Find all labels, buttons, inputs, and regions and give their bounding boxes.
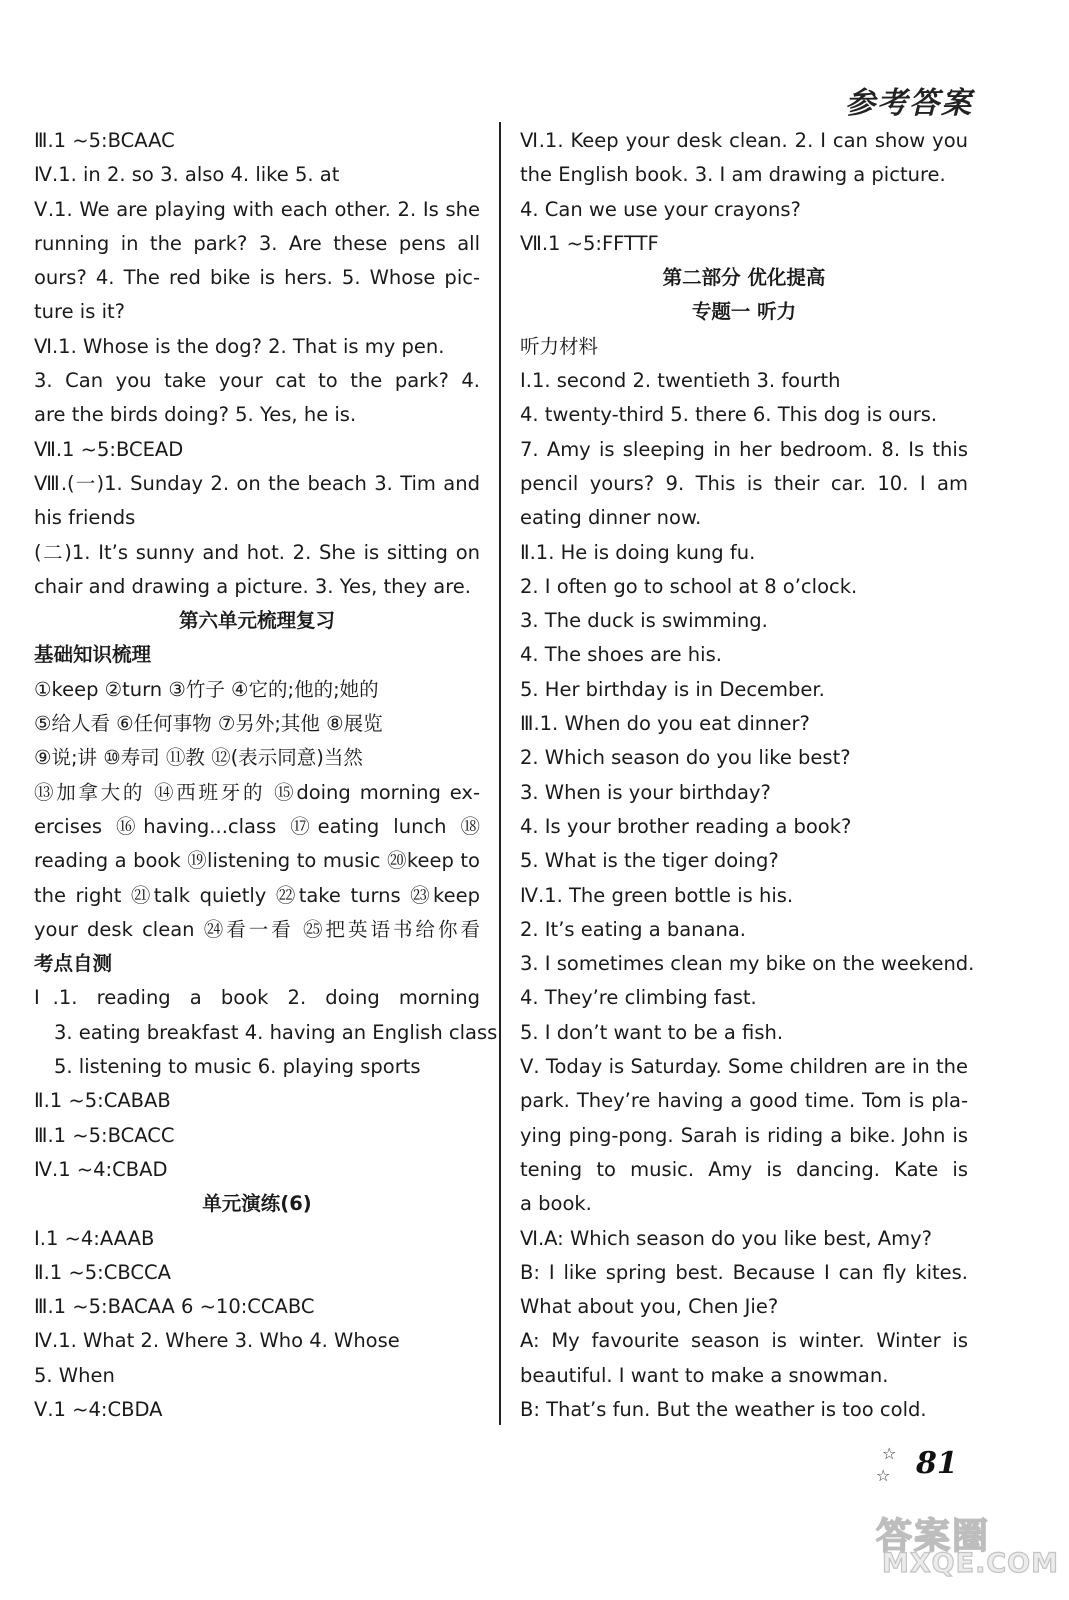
- text-line: A: My favourite season is winter. Winter is: [520, 1329, 968, 1353]
- text-line: 5. Her birthday is in December.: [520, 677, 825, 701]
- text-line: reading a book ⑲listening to music ⑳keep to: [34, 849, 480, 873]
- text-line: Ⅱ.1 ~5:CABAB: [34, 1089, 171, 1113]
- text-line: a book.: [520, 1192, 592, 1216]
- text-line: 3. Can you take your cat to the park? 4.: [34, 369, 480, 393]
- text-line: tening to music. Amy is dancing. Kate is: [520, 1157, 968, 1181]
- watermark-url: MXQE.COM: [882, 1548, 1059, 1579]
- text-line: Ⅲ.1 ~5:BCAAC: [34, 129, 175, 152]
- text-line: are the birds doing? 5. Yes, he is.: [34, 403, 357, 427]
- text-line: 3. I sometimes clean my bike on the weekend.: [520, 952, 975, 976]
- text-line: (二)1. It’s sunny and hot. 2. She is sitting on: [34, 540, 480, 564]
- text-line: 7. Amy is sleeping in her bedroom. 8. Is this: [520, 437, 968, 461]
- text-line: 2. Which season do you like best?: [520, 746, 851, 770]
- text-line: 4. Can we use your crayons?: [520, 197, 801, 221]
- text-line: 专题一 听力: [691, 300, 797, 324]
- text-line: Ⅵ.1. Keep your desk clean. 2. I can show you: [520, 129, 968, 152]
- text-line: ⑤给人看 ⑥任何事物 ⑦另外;其他 ⑧展览: [34, 712, 383, 736]
- text-line: his friends: [34, 506, 136, 530]
- text-line: ⑨说;讲 ⑩寿司 ⑪教 ⑫(表示同意)当然: [34, 746, 363, 770]
- text-line: the English book. 3. I am drawing a picture.: [520, 163, 946, 187]
- text-line: Ⅴ.1. We are playing with each other. 2. Is she: [34, 197, 480, 221]
- text-line: running in the park? 3. Are these pens all: [34, 231, 480, 255]
- text-line: Ⅲ.1. When do you eat dinner?: [520, 712, 810, 736]
- text-line: Ⅱ.1. He is doing kung fu.: [520, 540, 756, 564]
- text-line: Ⅳ.1. The green bottle is his.: [520, 883, 794, 907]
- text-line: pencil yours? 9. This is their car. 10. I am: [520, 471, 968, 495]
- text-line: beautiful. I want to make a snowman.: [520, 1363, 889, 1387]
- text-line: Ⅳ.1. in 2. so 3. also 4. like 5. at: [34, 163, 340, 187]
- text-line: Ⅵ.A: Which season do you like best, Amy?: [520, 1226, 933, 1250]
- text-line: 第二部分 优化提高: [662, 266, 826, 290]
- text-line: B: That’s fun. But the weather is too cold.: [520, 1397, 927, 1421]
- text-line: Ⅵ.1. Whose is the dog? 2. That is my pen.: [34, 334, 445, 358]
- text-line: 4. They’re climbing fast.: [520, 986, 757, 1010]
- text-line: Ⅶ.1 ~5:BCEAD: [34, 437, 184, 461]
- text-line: 2. I often go to school at 8 o’clock.: [520, 574, 858, 598]
- text-line: 3. When is your birthday?: [520, 780, 771, 804]
- watermark-text: 答案圈: [876, 1516, 991, 1557]
- text-line: Ⅲ.1 ~5:BCACC: [34, 1123, 175, 1147]
- text-line: the right ㉑talk quietly ㉒take turns ㉓keep: [34, 883, 480, 907]
- text-line: 5. What is the tiger doing?: [520, 849, 779, 873]
- text-line: Ⅷ.(一)1. Sunday 2. on the beach 3. Tim and: [34, 471, 480, 495]
- text-line: 第六单元梳理复习: [178, 609, 335, 633]
- text-line: ture is it?: [34, 300, 125, 324]
- right-column: [520, 124, 975, 1427]
- text-line: Ⅴ. Today is Saturday. Some children are in the: [520, 1055, 968, 1079]
- text-line: 3. The duck is swimming.: [520, 609, 768, 633]
- text-line: Ⅴ.1 ~4:CBDA: [34, 1397, 163, 1421]
- text-line: 4. Is your brother reading a book?: [520, 814, 852, 838]
- text-line: Ⅲ.1 ~5:BACAA 6 ~10:CCABC: [34, 1295, 315, 1319]
- text-line: Ⅰ.1 ~4:AAAB: [34, 1226, 155, 1250]
- page-header-title: 参考答案: [845, 86, 973, 121]
- text-line: 4. The shoes are his.: [520, 643, 722, 667]
- text-line: Ⅳ.1 ~4:CBAD: [34, 1157, 168, 1181]
- text-line: 5. listening to music 6. playing sports: [54, 1055, 421, 1079]
- text-line: ying ping-pong. Sarah is riding a bike. John is: [520, 1123, 968, 1147]
- text-line: 2. It’s eating a banana.: [520, 917, 746, 941]
- text-line: 3. eating breakfast 4. having an English class: [54, 1020, 498, 1044]
- text-line: 听力材料: [520, 334, 599, 358]
- text-line: 5. I don’t want to be a fish.: [520, 1020, 784, 1044]
- left-column: [34, 124, 498, 1427]
- text-line: 单元演练(6): [202, 1192, 312, 1216]
- text-line: B: I like spring best. Because I can fly kites.: [520, 1260, 968, 1284]
- text-line: ①keep ②turn ③竹子 ④它的;他的;她的: [34, 677, 379, 701]
- text-line: What about you, Chen Jie?: [520, 1295, 779, 1319]
- text-line: eating dinner now.: [520, 506, 702, 530]
- text-line: 5. When: [34, 1363, 115, 1387]
- text-line: ours? 4. The red bike is hers. 5. Whose pic-: [34, 266, 480, 290]
- text-line: 4. twenty-third 5. there 6. This dog is ours.: [520, 403, 938, 427]
- text-line: Ⅶ.1 ~5:FFTTF: [520, 231, 659, 255]
- star-icon: ☆: [882, 1444, 897, 1463]
- text-line: Ⅱ.1 ~5:CBCCA: [34, 1260, 171, 1284]
- text-line: your desk clean ㉔看一看 ㉕把英语书给你看: [34, 917, 480, 941]
- text-line: Ⅳ.1. What 2. Where 3. Who 4. Whose: [34, 1329, 400, 1353]
- watermark-logo: [872, 1506, 1062, 1586]
- text-line: park. They’re having a good time. Tom is pla-: [520, 1089, 968, 1113]
- text-line: ercises ⑯having...class ⑰eating lunch ⑱: [34, 814, 480, 838]
- text-line: Ⅰ.1. reading a book 2. doing morning: [34, 986, 480, 1010]
- text-line: 考点自测: [34, 952, 113, 976]
- text-line: Ⅰ.1. second 2. twentieth 3. fourth: [520, 369, 841, 393]
- page-number: 81: [916, 1446, 958, 1481]
- column-divider: [499, 122, 501, 1425]
- text-line: 基础知识梳理: [34, 643, 152, 667]
- star-icon: ☆: [876, 1466, 891, 1485]
- text-line: ⑬加拿大的 ⑭西班牙的 ⑮doing morning ex-: [34, 780, 480, 804]
- text-line: chair and drawing a picture. 3. Yes, they are.: [34, 574, 471, 598]
- page-number-badge: [876, 1444, 986, 1504]
